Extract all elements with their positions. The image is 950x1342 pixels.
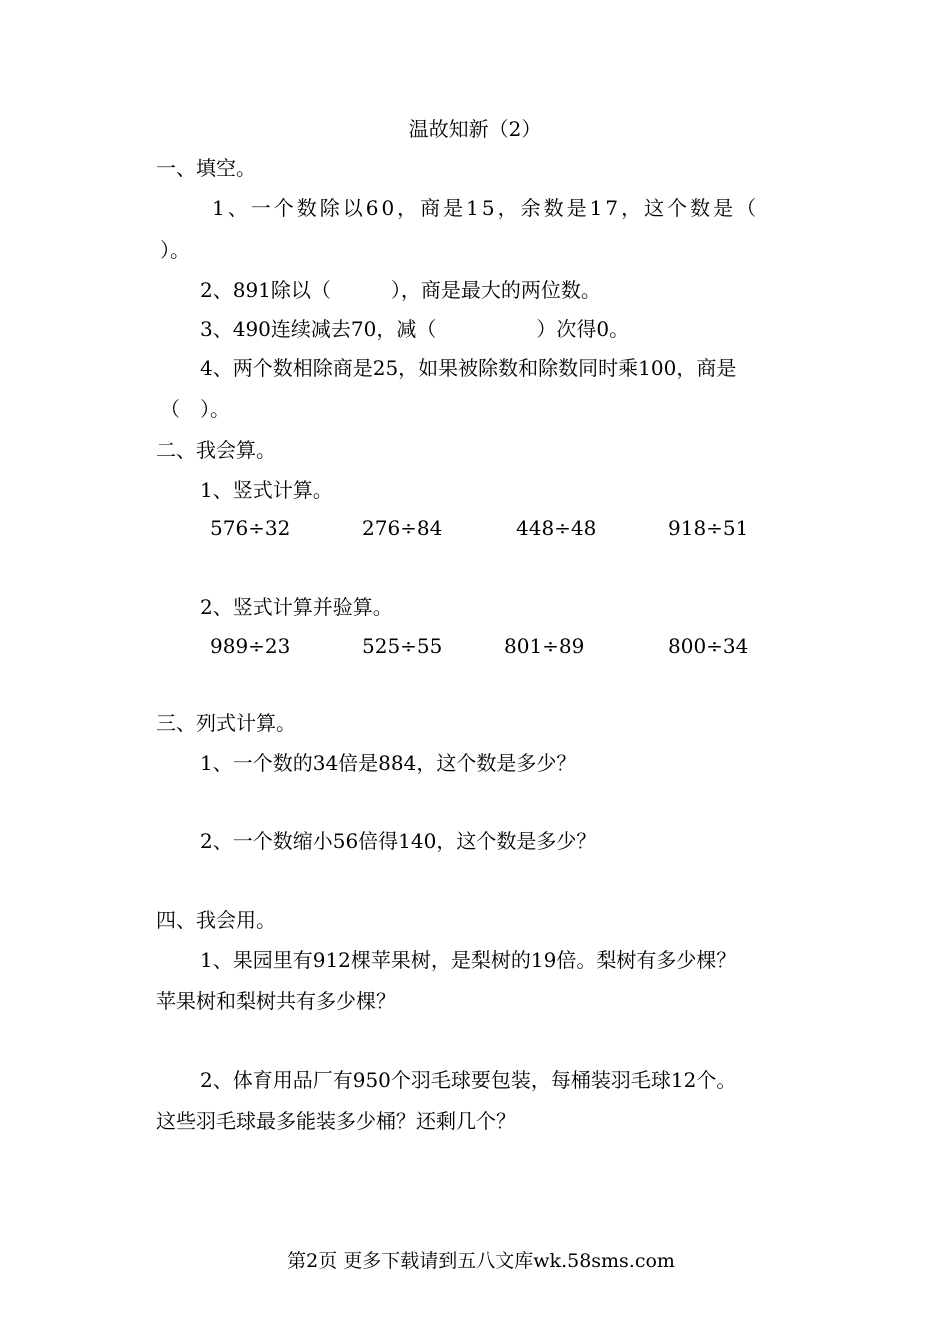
calc-expression: 918÷51 — [668, 516, 749, 540]
page-title: 温故知新（2） — [408, 117, 542, 141]
question-1-1: 1、一个数除以60，商是15，余数是17，这个数是（ — [212, 196, 760, 220]
question-1-1-continued: ）。 — [160, 238, 190, 262]
question-3-2: 2、一个数缩小56倍得140，这个数是多少？ — [200, 829, 597, 853]
section-heading-equation: 三、列式计算。 — [156, 711, 296, 735]
calc-expression: 989÷23 — [210, 634, 291, 658]
section-heading-fill-blank: 一、填空。 — [156, 156, 256, 180]
question-1-3: 3、490连续减去70，减（ ）次得0。 — [200, 317, 630, 341]
part-label-vertical-calc-verify: 2、竖式计算并验算。 — [200, 595, 393, 619]
question-4-2-continued: 这些羽毛球最多能装多少桶？还剩几个？ — [156, 1109, 516, 1133]
calc-expression: 800÷34 — [668, 634, 749, 658]
question-1-2: 2、891除以（ ），商是最大的两位数。 — [200, 278, 601, 302]
calc-expression: 801÷89 — [504, 634, 585, 658]
question-4-1-continued: 苹果树和梨树共有多少棵？ — [156, 989, 396, 1013]
page-footer — [0, 1233, 950, 1271]
question-1-4: 4、两个数相除商是25，如果被除数和除数同时乘100，商是 — [200, 356, 737, 380]
calc-expression: 448÷48 — [516, 516, 597, 540]
footer-text: 更多下载请到五八文库 — [343, 1250, 534, 1272]
calc-expression: 576÷32 — [210, 516, 291, 540]
part-label-vertical-calc: 1、竖式计算。 — [200, 478, 333, 502]
question-4-2: 2、体育用品厂有950个羽毛球要包装，每桶装羽毛球12个。 — [200, 1068, 737, 1092]
page-number: 第2页 — [287, 1250, 338, 1272]
section-heading-calculate: 二、我会算。 — [156, 438, 276, 462]
question-3-1: 1、一个数的34倍是884，这个数是多少？ — [200, 751, 577, 775]
question-4-1: 1、果园里有912棵苹果树，是梨树的19倍。梨树有多少棵？ — [200, 948, 737, 972]
section-heading-application: 四、我会用。 — [156, 908, 276, 932]
calc-expression: 276÷84 — [362, 516, 443, 540]
footer-site: wk.58sms.com — [533, 1250, 675, 1272]
calc-expression: 525÷55 — [362, 634, 443, 658]
question-1-4-continued: （ ）。 — [160, 397, 230, 421]
